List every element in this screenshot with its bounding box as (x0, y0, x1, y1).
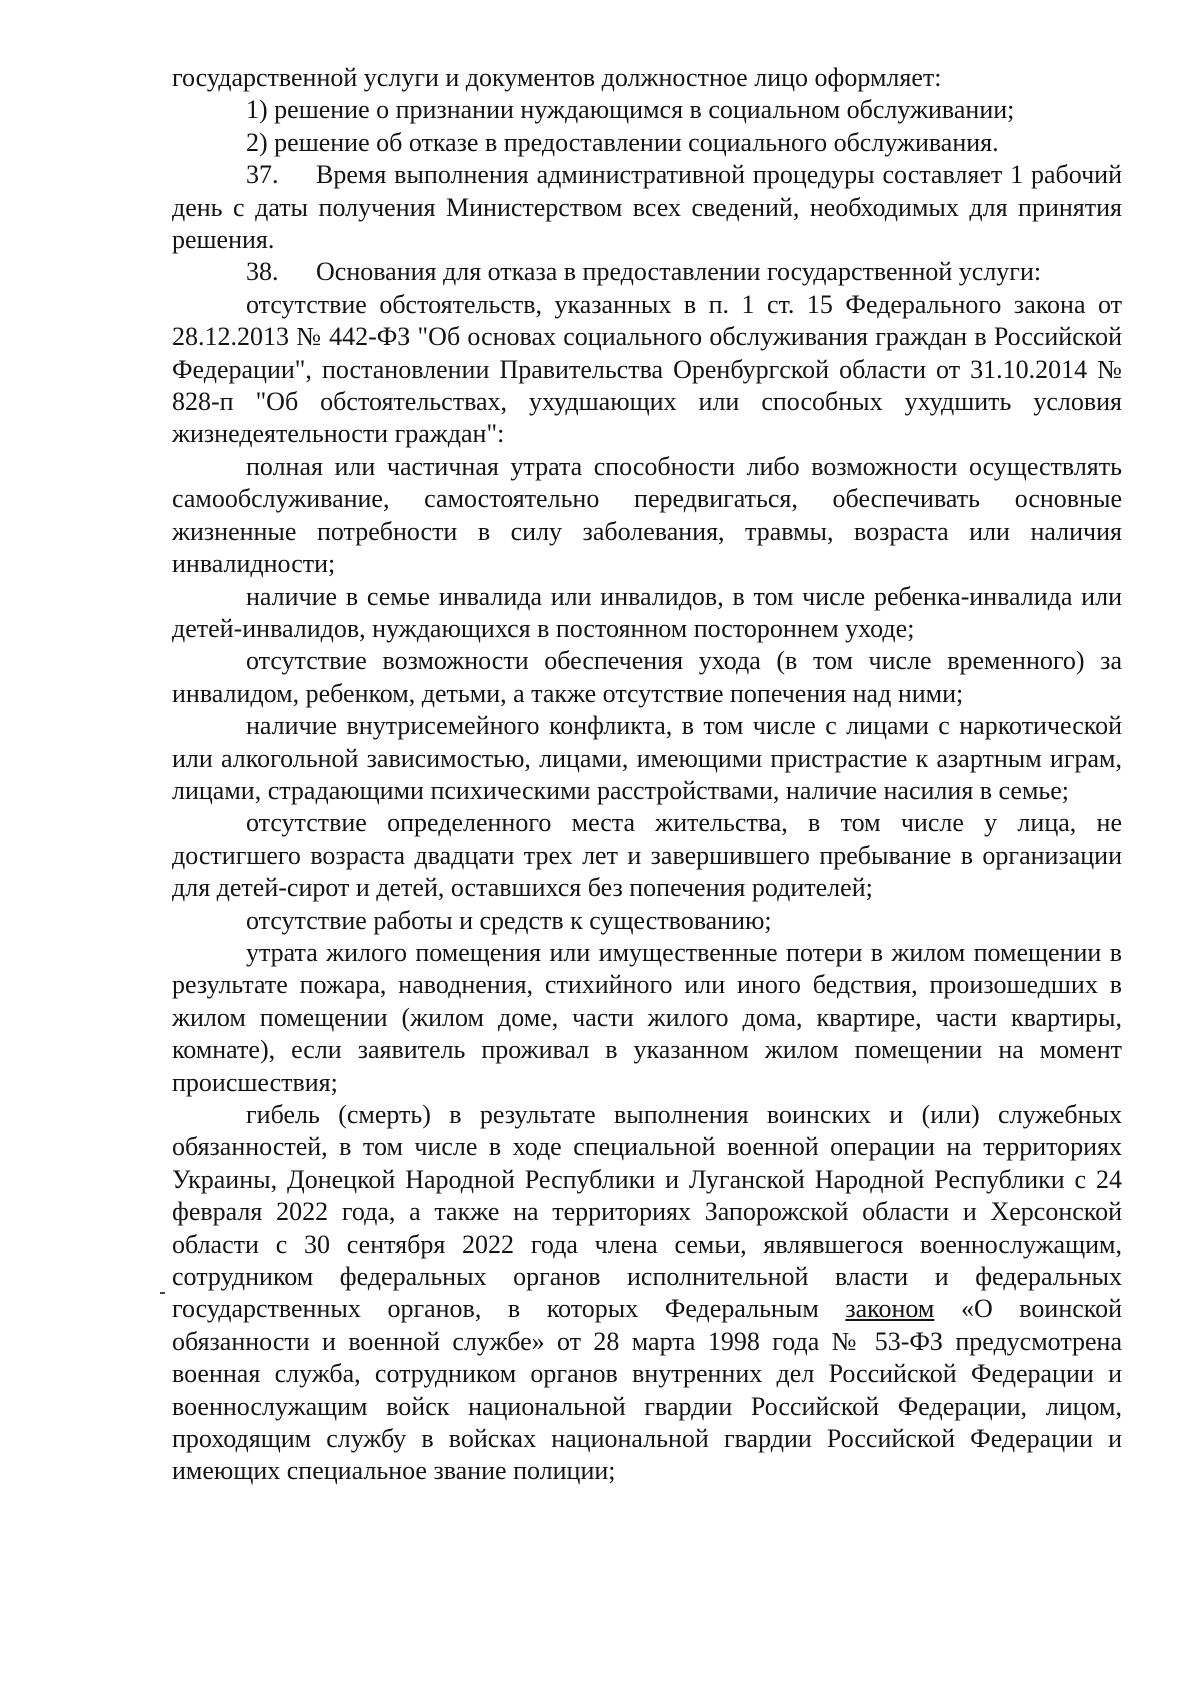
military-text-end: «О воинской обязанности и военной службе» от 28 марта 1998 года № 53-ФЗ предусмотрена военная служба, сотрудником органов внутренних дел Российской Федерации и военнослужащим войск национальной гвардии Российской Федерации, лицом, проходящим службу в войсках национальной гвардии Российской Федерации и имеющих специальное звание полиции; (172, 1294, 1122, 1486)
decision-item-1: 1) решение о признании нуждающимся в социальном обслуживании; (246, 95, 1015, 125)
circumstance-item: утрата жилого помещения или имущественные потери в жилом помещении в результате пожара, наводнения, стихийного или иного бедствия, произошедших в жилом помещении (жилом доме, части жилого дома, квартире, части квартиры, комнате), если заявитель проживал в указанном жилом помещении на момент происшествия; (172, 937, 1122, 1097)
document-body (172, 62, 1122, 1488)
clause-37 (172, 159, 1122, 256)
circumstance-item: отсутствие работы и средств к существованию; (246, 905, 772, 935)
clause-38 (172, 256, 1122, 288)
circumstance-item: полная или частичная утрата способности либо возможности осуществлять самообслуживание, самостоятельно передвигаться, обеспечивать основные жизненные потребности в силу заболевания, травмы, возраста или наличия инвалидности; (172, 451, 1122, 579)
military-text-start: гибель (смерть) в результате выполнения воинских и (или) служебных обязанностей, в том числе в ходе специальной военной операции на территориях Украины, Донецкой Народной Республики и Луганской Народной Республики с 24 февраля 2022 года, а также на территориях Запорожской области и Херсонской области с 30 сентября 2022 года члена семьи, являвшегося военнослужащим, сотрудником федеральных органов исполнительной власти и федеральных государственных органов, в которых Федеральным (172, 1100, 1122, 1324)
circumstance-item: наличие внутрисемейного конфликта, в том числе с лицами с наркотической или алкогольной зависимостью, лицами, имеющими пристрастие к азартным играм, лицами, страдающими психическими расстройствами, наличие насилия в семье; (172, 711, 1122, 805)
clause-37-text: Время выполнения административной процедуры составляет 1 рабочий день с даты получения Министерством всех сведений, необходимых для принятия решения. (172, 160, 1122, 255)
scan-artifact-mark (160, 1292, 165, 1294)
circumstance-item: отсутствие определенного места жительства, в том числе у лица, не достигшего возраста двадцати трех лет и завершившего пребывание в организации для детей-сирот и детей, оставшихся без попечения родителей; (172, 808, 1122, 903)
intro-paragraph: государственной услуги и документов должностное лицо оформляет: (172, 63, 942, 92)
clause-37-number: 37. (246, 160, 279, 190)
circumstance-item: отсутствие возможности обеспечения ухода (в том числе временного) за инвалидом, ребенком, детьми, а также отсутствие попечения над ними; (172, 646, 1122, 708)
law-link[interactable]: законом (845, 1294, 935, 1324)
circumstance-item: наличие в семье инвалида или инвалидов, в том числе ребенка-инвалида или детей-инвалидов, нуждающихся в постоянном постороннем уходе; (172, 581, 1122, 643)
decision-item-2: 2) решение об отказе в предоставлении социального обслуживания. (246, 127, 999, 157)
circumstance-item-military (172, 1099, 1122, 1488)
refusal-ground-main: отсутствие обстоятельств, указанных в п. 1 ст. 15 Федерального закона от 28.12.2013 № 442-ФЗ "Об основах социального обслуживания граждан в Российской Федерации", постановлении Правительства Оренбургской области от 31.10.2014 № 828-п "Об обстоятельствах, ухудшающих или способных ухудшить условия жизнедеятельности граждан": (172, 289, 1122, 449)
clause-38-number: 38. (246, 257, 279, 287)
clause-38-text: Основания для отказа в предоставлении государственной услуги: (316, 257, 1042, 287)
